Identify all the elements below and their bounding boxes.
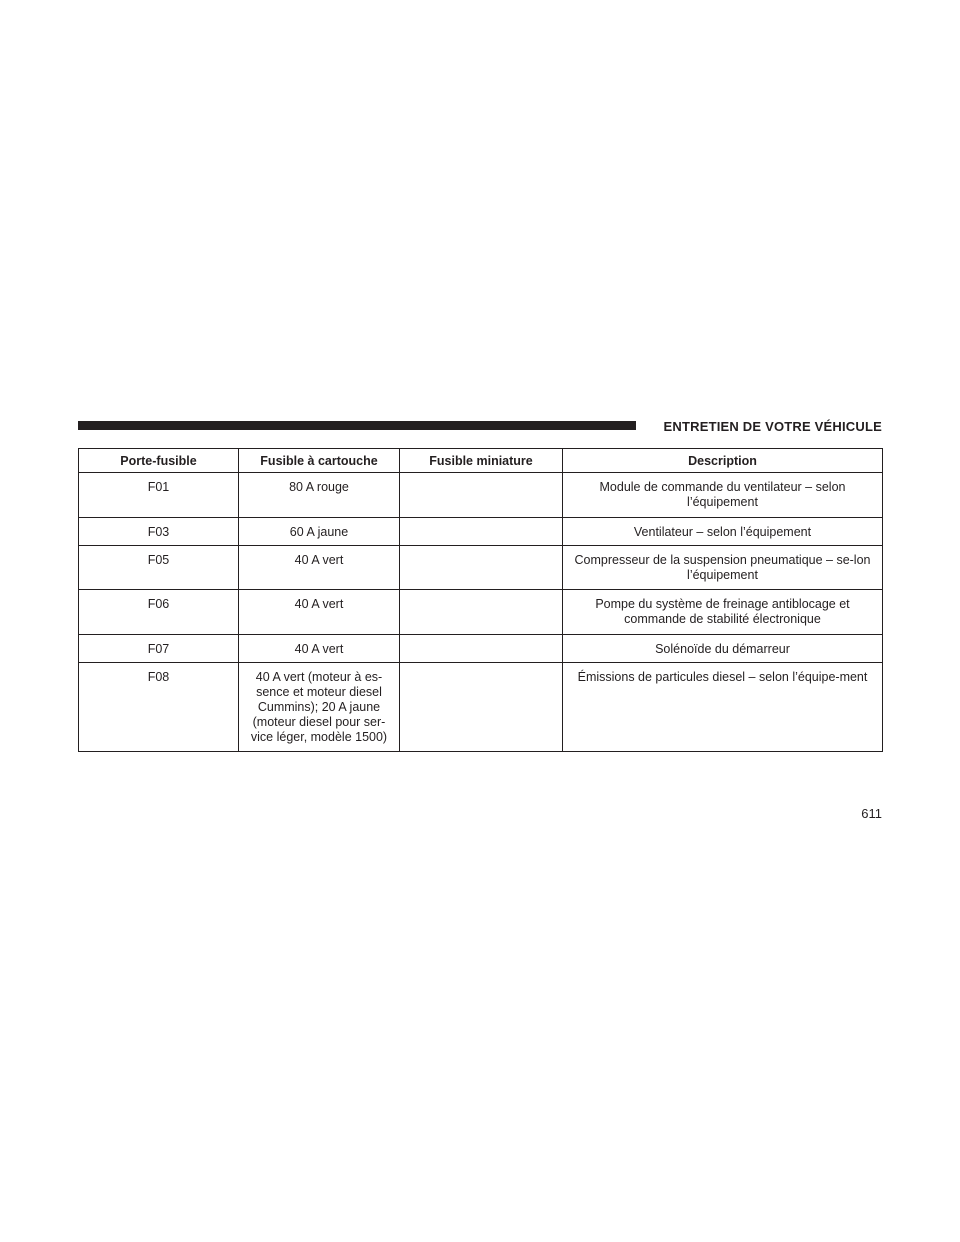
table-row: [79, 663, 883, 752]
fuse-holder-cell: F05: [79, 546, 239, 590]
page-number: 611: [861, 806, 882, 821]
cartridge-fuse-cell: 40 A vert: [239, 635, 400, 663]
fuse-holder-cell: F07: [79, 635, 239, 663]
table-header-row: [79, 449, 883, 473]
cartridge-fuse-cell: 40 A vert (moteur à es-sence et moteur diesel Cummins); 20 A jaune (moteur diesel pour ser-vice léger, modèle 1500): [239, 663, 400, 752]
cartridge-fuse-cell: 80 A rouge: [239, 473, 400, 518]
mini-fuse-cell: [400, 473, 563, 518]
section-title: ENTRETIEN DE VOTRE VÉHICULE: [663, 419, 882, 434]
cartridge-fuse-cell: 60 A jaune: [239, 518, 400, 546]
fuse-holder-cell: F01: [79, 473, 239, 518]
table-row: [79, 546, 883, 590]
column-header-fuse-holder: Porte-fusible: [79, 449, 239, 473]
cartridge-fuse-cell: 40 A vert: [239, 590, 400, 635]
mini-fuse-cell: [400, 518, 563, 546]
column-header-cartridge-fuse: Fusible à cartouche: [239, 449, 400, 473]
fuse-holder-cell: F03: [79, 518, 239, 546]
table-row: [79, 473, 883, 518]
table-row: [79, 518, 883, 546]
description-cell: Pompe du système de freinage antiblocage et commande de stabilité électronique: [563, 590, 883, 635]
description-cell: Ventilateur – selon l’équipement: [563, 518, 883, 546]
description-cell: Solénoïde du démarreur: [563, 635, 883, 663]
column-header-description: Description: [563, 449, 883, 473]
column-header-mini-fuse: Fusible miniature: [400, 449, 563, 473]
mini-fuse-cell: [400, 635, 563, 663]
mini-fuse-cell: [400, 663, 563, 752]
section-header-bar: [78, 421, 636, 430]
mini-fuse-cell: [400, 590, 563, 635]
cartridge-fuse-cell: 40 A vert: [239, 546, 400, 590]
description-cell: Compresseur de la suspension pneumatique – se-lon l’équipement: [563, 546, 883, 590]
table-row: [79, 635, 883, 663]
description-cell: Émissions de particules diesel – selon l’équipe-ment: [563, 663, 883, 752]
table-row: [79, 590, 883, 635]
fuse-holder-cell: F06: [79, 590, 239, 635]
fuse-holder-cell: F08: [79, 663, 239, 752]
mini-fuse-cell: [400, 546, 563, 590]
fuse-table: [78, 448, 883, 752]
description-cell: Module de commande du ventilateur – selon l’équipement: [563, 473, 883, 518]
